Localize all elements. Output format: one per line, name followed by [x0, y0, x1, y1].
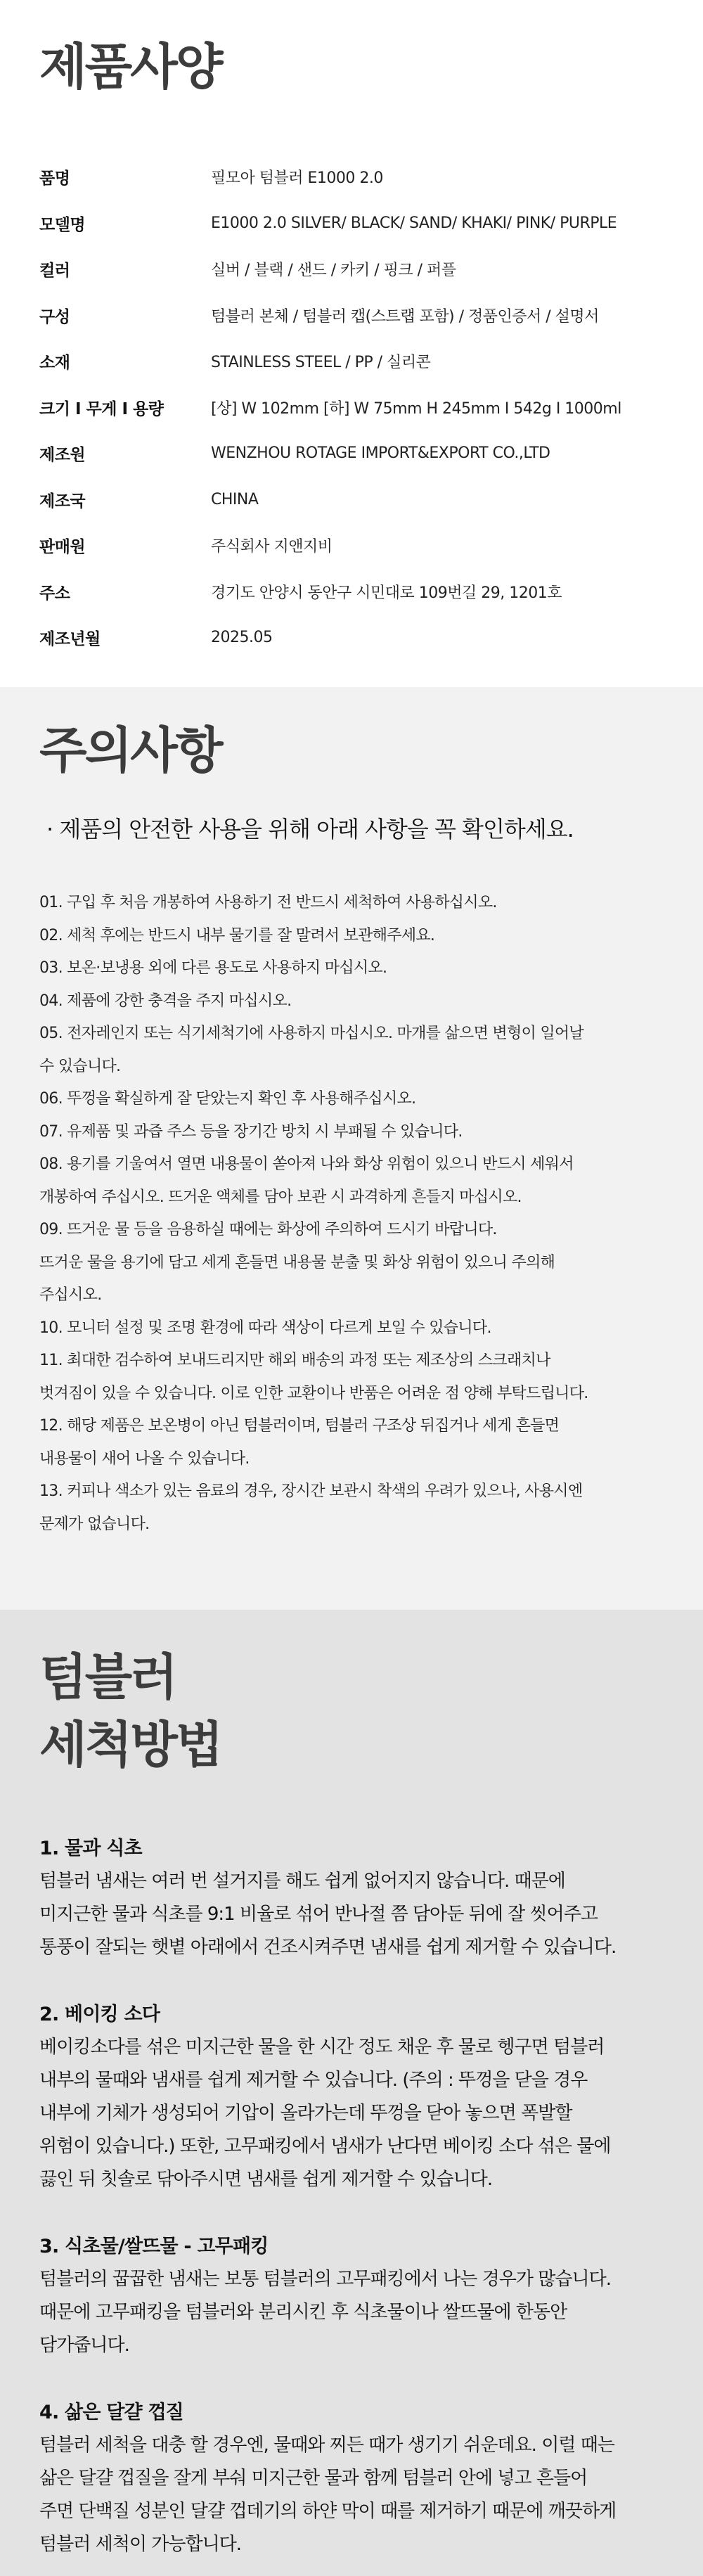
caution-item: 02. 세척 후에는 반드시 내부 물기를 잘 말려서 보관해주세요. [39, 926, 435, 944]
spec-table [39, 154, 703, 661]
caution-item: 10. 모니터 설정 및 조명 환경에 따라 색상이 다르게 보일 수 있습니다. [39, 1319, 491, 1337]
spec-label: 구성 [39, 307, 70, 326]
cleaning-method-text: 텀블러 냄새는 여러 번 설거지를 해도 쉽게 없어지지 않습니다. 때문에 [39, 1871, 565, 1892]
caution-item: 12. 해당 제품은 보온병이 아닌 텀블러이며, 텀블러 구조상 뒤집거나 세게 흔들면 [39, 1417, 560, 1435]
spec-value: CHINA [211, 490, 259, 508]
cleaning-method-text: 때문에 고무패킹을 텀블러와 분리시킨 후 식초물이나 쌀뜨물에 한동안 [39, 2302, 567, 2323]
caution-item: 03. 보온·보냉용 외에 다른 용도로 사용하지 마십시오. [39, 959, 387, 977]
cleaning-method [39, 1999, 703, 2196]
cleaning-method-title: 2. 베이킹 소다 [39, 2004, 160, 2025]
cleaning-method-text: 내부의 물때와 냄새를 쉽게 제거할 수 있습니다. (주의 : 뚜껑을 닫을 경우 [39, 2070, 588, 2091]
cleaning-method [39, 2231, 703, 2362]
cleaning-method-title: 4. 삶은 달걀 껍질 [39, 2402, 183, 2423]
spec-row [39, 154, 703, 200]
spec-row [39, 200, 703, 247]
caution-item: 07. 유제품 및 과즙 주스 등을 장기간 방치 시 부패될 수 있습니다. [39, 1122, 463, 1141]
caution-title: 주의사항 [39, 722, 221, 779]
caution-item: 벗겨짐이 있을 수 있습니다. 이로 인한 교환이나 반품은 어려운 점 양해 부탁드립니다. [39, 1384, 588, 1402]
spec-title: 제품사양 [39, 38, 221, 96]
cleaning-method-text: 담가줍니다. [39, 2335, 129, 2356]
caution-item: 수 있습니다. [39, 1057, 121, 1075]
caution-item: 내용물이 새어 나올 수 있습니다. [39, 1449, 250, 1468]
cleaning-title [39, 1643, 703, 1779]
spec-row [39, 385, 703, 431]
caution-item: 개봉하여 주십시오. 뜨거운 액체를 담아 보관 시 과격하게 흔들지 마십시오. [39, 1188, 522, 1206]
spec-value: E1000 2.0 SILVER/ BLACK/ SAND/ KHAKI/ PINK/ PURPLE [211, 214, 617, 232]
cleaning-method [39, 2397, 703, 2561]
spec-label: 소재 [39, 354, 70, 373]
cleaning-method-text: 주면 단백질 성분인 달걀 껍데기의 하얀 막이 때를 제거하기 때문에 깨끗하게 [39, 2501, 617, 2522]
caution-item: 04. 제품에 강한 충격을 주지 마십시오. [39, 992, 292, 1010]
cleaning-section [0, 1610, 703, 2576]
cleaning-method-text: 텀블러 세척을 대충 할 경우엔, 물때와 찌든 때가 생기기 쉬운데요. 이럴 때는 [39, 2435, 614, 2456]
spacer [39, 1964, 703, 1999]
caution-item: 06. 뚜껑을 확실하게 잘 닫았는지 확인 후 사용해주십시오. [39, 1090, 416, 1108]
cleaning-method-text: 베이킹소다를 섞은 미지근한 물을 한 시간 정도 채운 후 물로 헹구면 텀블러 [39, 2037, 605, 2058]
cleaning-method-text: 텀블러의 꿉꿉한 냄새는 보통 텀블러의 고무패킹에서 나는 경우가 많습니다. [39, 2269, 611, 2290]
caution-lead: · 제품의 안전한 사용을 위해 아래 사항을 꼭 확인하세요. [46, 816, 574, 842]
product-spec-section [0, 0, 703, 687]
spec-value: 실버 / 블랙 / 샌드 / 카키 / 핑크 / 퍼플 [211, 262, 456, 280]
cleaning-method-text: 미지근한 물과 식초를 9:1 비율로 섞어 반나절 쯤 담아둔 뒤에 잘 씻어주고 [39, 1904, 598, 1925]
cleaning-method [39, 1833, 703, 1964]
cleaning-method-title: 3. 식초물/쌀뜨물 - 고무패킹 [39, 2236, 269, 2257]
cleaning-method-text: 삶은 달걀 껍질을 잘게 부숴 미지근한 물과 함께 텀블러 안에 넣고 흔들어 [39, 2468, 588, 2489]
spec-row [39, 523, 703, 569]
spec-value: 주식회사 지앤지비 [211, 538, 333, 556]
spec-row [39, 569, 703, 615]
cleaning-method-text: 내부에 기체가 생성되어 기압이 올라가는데 뚜껑을 닫아 놓으면 폭발할 [39, 2103, 572, 2124]
spec-value: [상] W 102mm [하] W 75mm H 245mm I 542g I 1000ml [211, 399, 621, 418]
caution-item: 13. 커피나 색소가 있는 음료의 경우, 장시간 보관시 착색의 우려가 있으나, 사용시엔 [39, 1482, 583, 1500]
spacer [39, 2362, 703, 2397]
caution-item: 주십시오. [39, 1286, 102, 1304]
caution-item: 09. 뜨거운 물 등을 음용하실 때에는 화상에 주의하여 드시기 바랍니다. [39, 1221, 497, 1238]
spec-value: 필모아 텀블러 E1000 2.0 [211, 169, 383, 188]
caution-item: 08. 용기를 기울여서 열면 내용물이 쏟아져 나와 화상 위험이 있으니 반드시 세워서 [39, 1155, 574, 1173]
caution-list [39, 887, 672, 1541]
cleaning-method-text: 텀블러 세척이 가능합니다. [39, 2534, 242, 2555]
spec-value: 텀블러 본체 / 텀블러 캡(스트랩 포함) / 정품인증서 / 설명서 [211, 307, 599, 326]
caution-item: 문제가 없습니다. [39, 1515, 150, 1533]
spec-value: 경기도 안양시 동안구 시민대로 109번길 29, 1201호 [211, 584, 562, 602]
cleaning-title-line2: 세척방법 [39, 1716, 221, 1774]
spec-row [39, 338, 703, 385]
cleaning-method-text: 통풍이 잘되는 햇볕 아래에서 건조시켜주면 냄새를 쉽게 제거할 수 있습니다. [39, 1937, 617, 1958]
cleaning-list [39, 1779, 703, 2561]
spec-label: 제조국 [39, 492, 86, 511]
caution-item: 05. 전자레인지 또는 식기세척기에 사용하지 마십시오. 마개를 삶으면 변형이 일어날 [39, 1025, 584, 1042]
spec-label: 크기 I 무게 I 용량 [39, 399, 164, 418]
caution-item: 11. 최대한 검수하여 보내드리지만 해외 배송의 과정 또는 제조상의 스크래치나 [39, 1352, 550, 1369]
spec-row [39, 293, 703, 339]
cleaning-method-title: 1. 물과 식초 [39, 1838, 142, 1859]
spacer [39, 1779, 703, 1833]
spec-label: 제조년월 [39, 630, 101, 649]
caution-item: 뜨거운 물을 용기에 담고 세게 흔들면 내용물 분출 및 화상 위험이 있으니 주의해 [39, 1253, 555, 1271]
spec-label: 판매원 [39, 538, 86, 557]
cleaning-method-text: 끓인 뒤 칫솔로 닦아주시면 냄새를 쉽게 제거할 수 있습니다. [39, 2169, 493, 2190]
caution-section [0, 687, 703, 1610]
spec-row [39, 246, 703, 293]
spec-value: WENZHOU ROTAGE IMPORT&EXPORT CO.,LTD [211, 444, 550, 463]
spacer [39, 2196, 703, 2231]
spec-value: 2025.05 [211, 629, 273, 647]
spec-label: 컬러 [39, 262, 70, 281]
spec-label: 품명 [39, 169, 70, 188]
spec-label: 주소 [39, 584, 70, 603]
cleaning-method-text: 위험이 있습니다.) 또한, 고무패킹에서 냄새가 난다면 베이킹 소다 섞은 물에 [39, 2136, 611, 2157]
spec-label: 모델명 [39, 215, 86, 234]
cleaning-title-line1: 텀블러 [39, 1648, 176, 1706]
caution-item: 01. 구입 후 처음 개봉하여 사용하기 전 반드시 세척하여 사용하십시오. [39, 894, 497, 911]
spec-row [39, 615, 703, 661]
spec-label: 제조원 [39, 446, 86, 465]
spec-row [39, 477, 703, 523]
spec-row [39, 430, 703, 477]
spec-value: STAINLESS STEEL / PP / 실리콘 [211, 354, 431, 372]
